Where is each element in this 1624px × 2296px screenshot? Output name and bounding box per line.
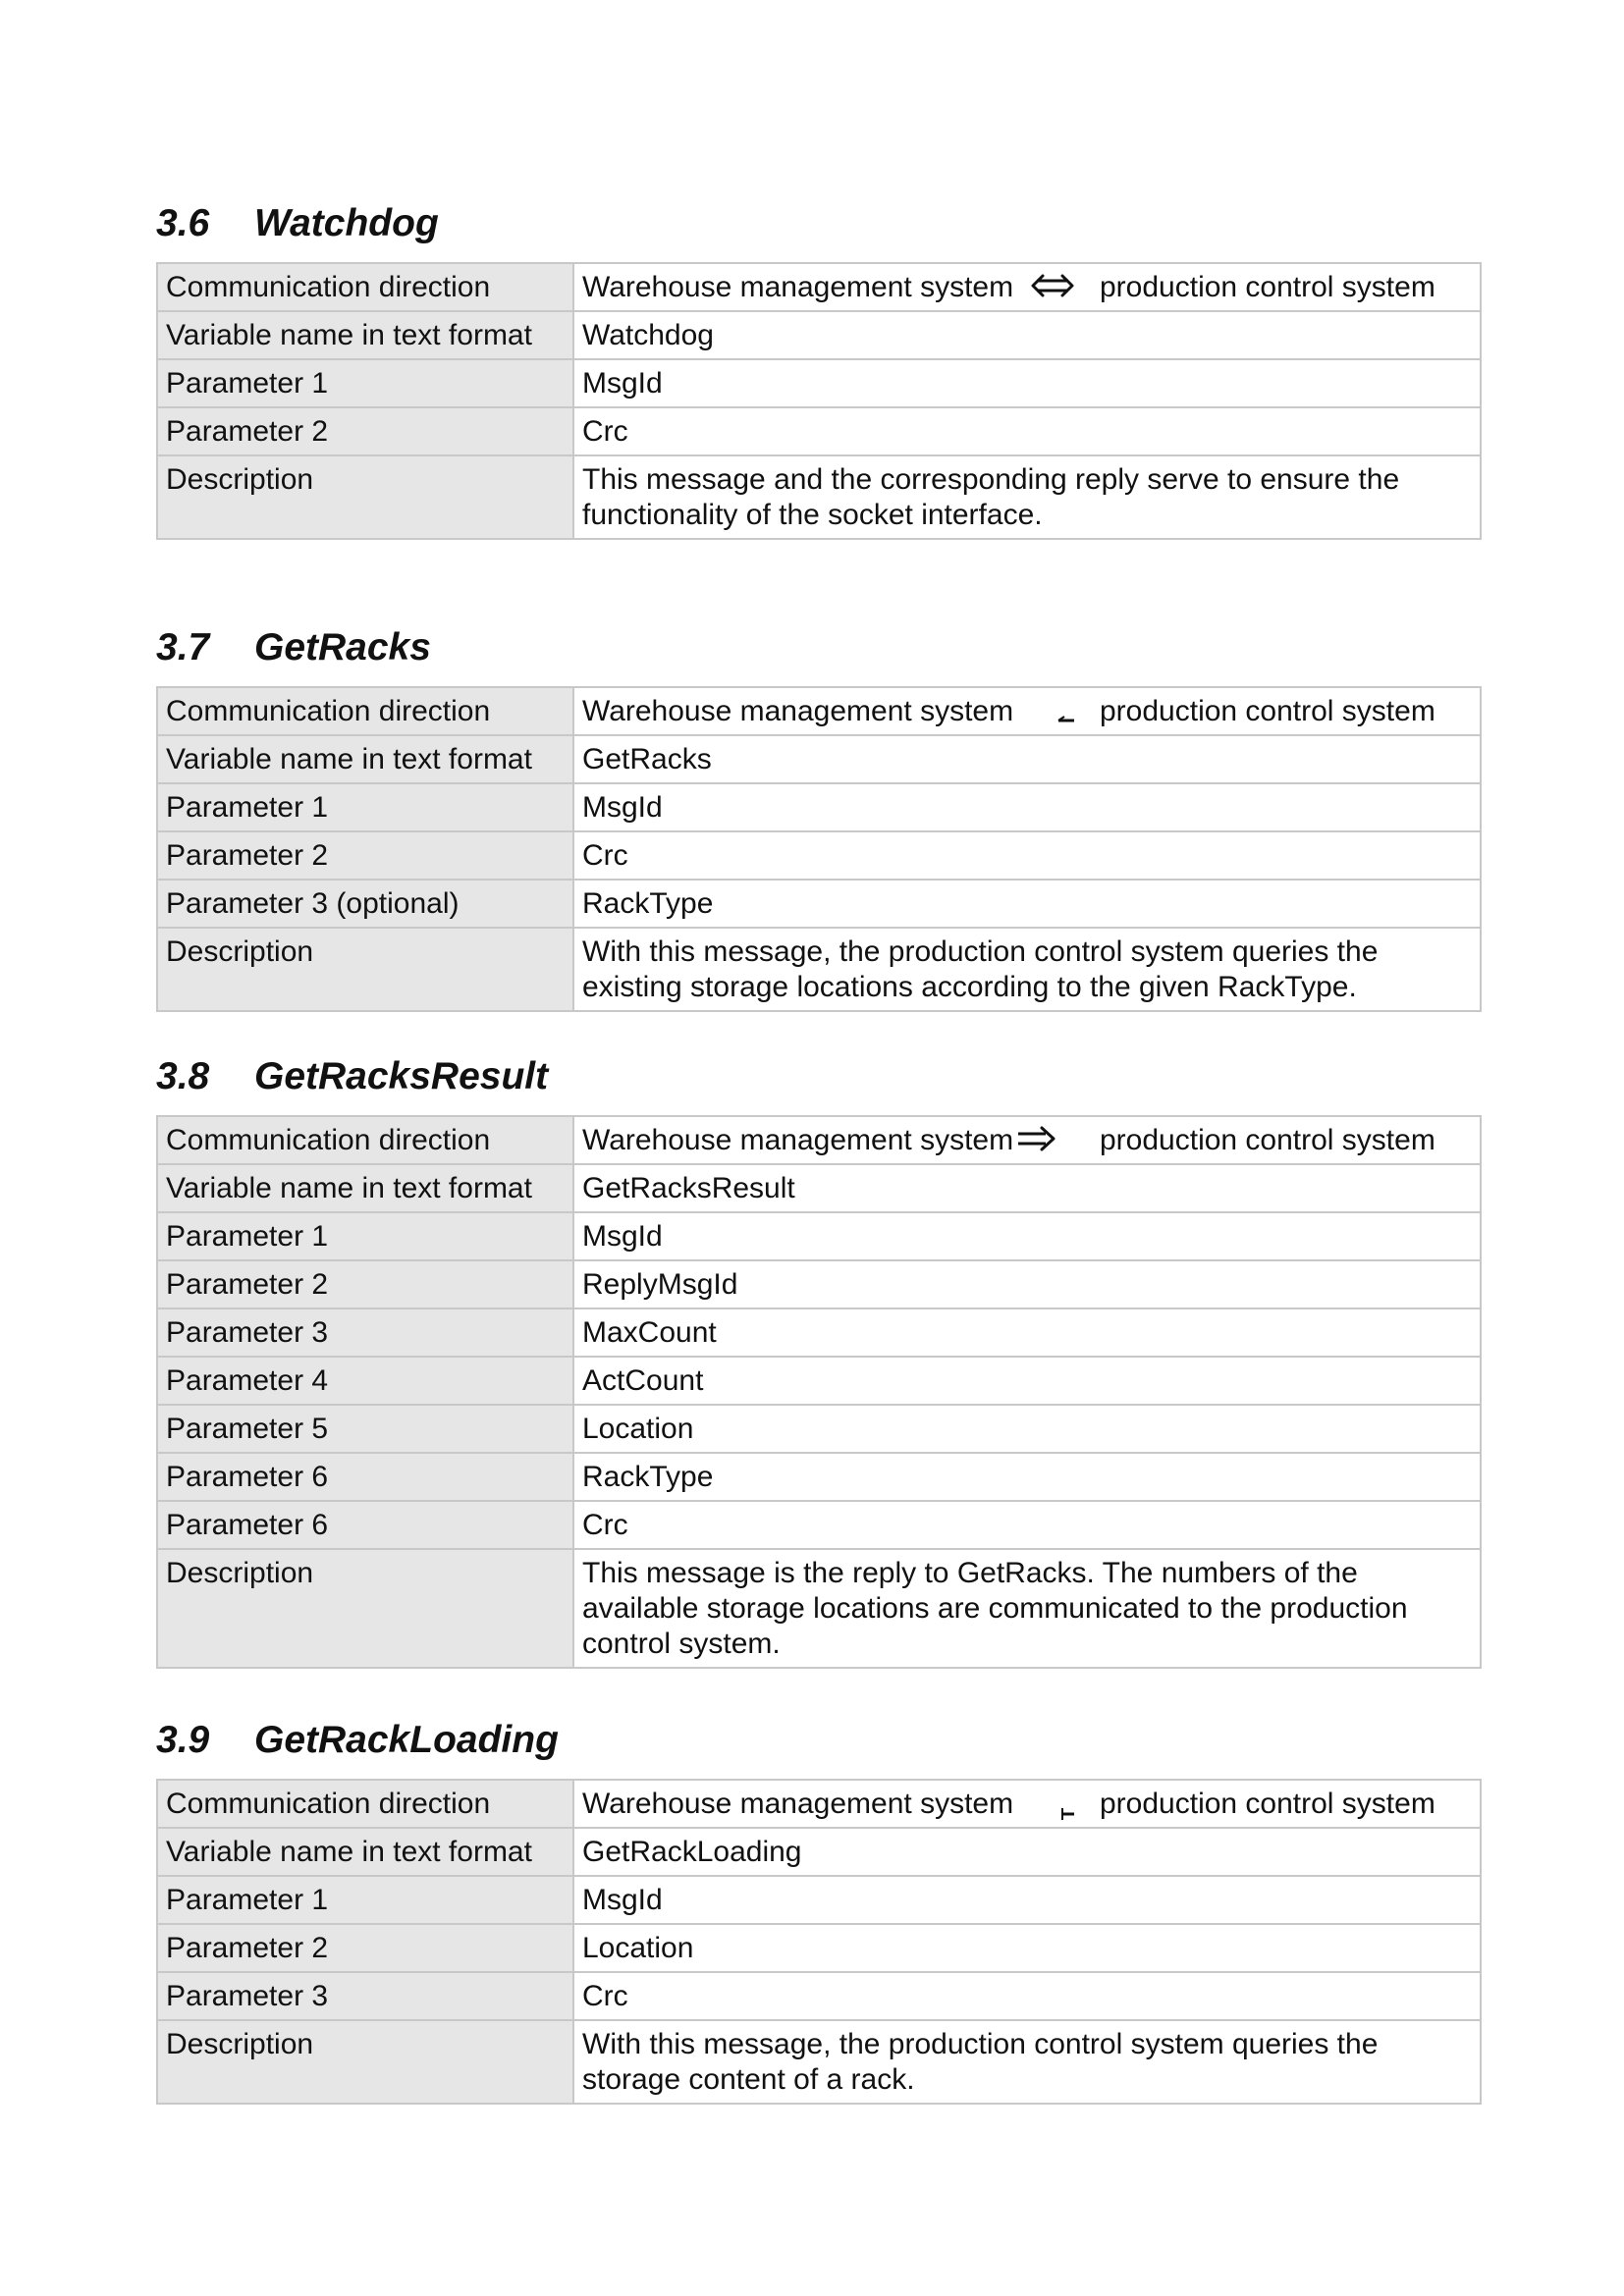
- table-row: [157, 1405, 1481, 1453]
- row-value: GetRacks: [573, 735, 1481, 783]
- row-value: MsgId: [573, 359, 1481, 407]
- row-label: Parameter 5: [157, 1405, 573, 1453]
- direction-from: Warehouse management system: [582, 1124, 1014, 1156]
- direction-from: Warehouse management system: [582, 695, 1014, 727]
- communication-direction: [573, 263, 1481, 311]
- row-label: Parameter 2: [157, 1260, 573, 1308]
- section-number: 3.9: [156, 1719, 210, 1761]
- row-value: This message is the reply to GetRacks. The numbers of the available storage locations are communicated to the production control system.: [573, 1549, 1481, 1668]
- section-heading: [156, 1716, 1480, 1765]
- row-label: Communication direction: [157, 263, 573, 311]
- row-value: ActCount: [573, 1357, 1481, 1405]
- row-label: Parameter 2: [157, 407, 573, 455]
- right-arrow-icon: [1014, 1119, 1057, 1158]
- table-row: [157, 1828, 1481, 1876]
- row-value: MsgId: [573, 1876, 1481, 1924]
- row-label: Parameter 2: [157, 1924, 573, 1972]
- row-value: GetRackLoading: [573, 1828, 1481, 1876]
- table-row: [157, 1549, 1481, 1668]
- section-getracks: [156, 623, 1480, 1012]
- table-row: [157, 1260, 1481, 1308]
- row-label: Description: [157, 455, 573, 539]
- table-row: [157, 687, 1481, 735]
- direction-to: production control system: [1100, 1124, 1435, 1156]
- row-label: Parameter 1: [157, 1212, 573, 1260]
- table-row: [157, 2020, 1481, 2104]
- table-row: [157, 1308, 1481, 1357]
- left-arrow-icon: [1031, 690, 1074, 729]
- row-label: Parameter 3: [157, 1972, 573, 2020]
- row-value: Crc: [573, 1972, 1481, 2020]
- table-row: [157, 1212, 1481, 1260]
- direction-from: Warehouse management system: [582, 1788, 1014, 1820]
- row-label: Communication direction: [157, 1116, 573, 1164]
- table-row: [157, 1357, 1481, 1405]
- section-title: GetRacks: [254, 626, 431, 668]
- table-row: [157, 263, 1481, 311]
- section-getracksresult: [156, 1052, 1480, 1669]
- communication-direction: [573, 1116, 1481, 1164]
- section-number: 3.6: [156, 202, 210, 244]
- spec-table: [156, 1115, 1482, 1669]
- row-label: Communication direction: [157, 687, 573, 735]
- table-row: [157, 880, 1481, 928]
- table-row: [157, 1924, 1481, 1972]
- direction-from: Warehouse management system: [582, 271, 1014, 303]
- section-heading: [156, 199, 1480, 248]
- direction-to: production control system: [1100, 271, 1435, 303]
- row-value: Crc: [573, 1501, 1481, 1549]
- spec-table: [156, 262, 1482, 540]
- section-number: 3.8: [156, 1055, 210, 1097]
- row-label: Description: [157, 2020, 573, 2104]
- row-label: Parameter 3 (optional): [157, 880, 573, 928]
- row-label: Parameter 6: [157, 1501, 573, 1549]
- row-value: Crc: [573, 407, 1481, 455]
- row-label: Variable name in text format: [157, 1164, 573, 1212]
- section-number: 3.7: [156, 626, 210, 668]
- row-label: Parameter 3: [157, 1308, 573, 1357]
- row-label: Parameter 6: [157, 1453, 573, 1501]
- row-label: Parameter 1: [157, 1876, 573, 1924]
- table-row: [157, 359, 1481, 407]
- row-value: RackType: [573, 1453, 1481, 1501]
- section-getrackloading: [156, 1716, 1480, 2105]
- row-value: ReplyMsgId: [573, 1260, 1481, 1308]
- row-value: With this message, the production control system queries the existing storage locations according to the given RackType.: [573, 928, 1481, 1011]
- row-label: Variable name in text format: [157, 1828, 573, 1876]
- direction-to: production control system: [1100, 695, 1435, 727]
- table-row: [157, 1116, 1481, 1164]
- table-row: [157, 1972, 1481, 2020]
- table-row: [157, 735, 1481, 783]
- row-value: RackType: [573, 880, 1481, 928]
- table-row: [157, 1164, 1481, 1212]
- table-row: [157, 1780, 1481, 1828]
- row-value: MaxCount: [573, 1308, 1481, 1357]
- direction-to: production control system: [1100, 1788, 1435, 1820]
- row-label: Description: [157, 928, 573, 1011]
- row-value: MsgId: [573, 1212, 1481, 1260]
- table-row: [157, 783, 1481, 831]
- communication-direction: [573, 687, 1481, 735]
- row-value: GetRacksResult: [573, 1164, 1481, 1212]
- row-value: MsgId: [573, 783, 1481, 831]
- row-label: Description: [157, 1549, 573, 1668]
- table-row: [157, 1453, 1481, 1501]
- table-row: [157, 928, 1481, 1011]
- section-heading: [156, 623, 1480, 672]
- row-value: Location: [573, 1405, 1481, 1453]
- table-row: [157, 407, 1481, 455]
- spec-table: [156, 1779, 1482, 2105]
- table-row: [157, 1876, 1481, 1924]
- row-label: Variable name in text format: [157, 735, 573, 783]
- communication-direction: [573, 1780, 1481, 1828]
- section-title: Watchdog: [254, 202, 439, 244]
- row-value: Location: [573, 1924, 1481, 1972]
- row-label: Communication direction: [157, 1780, 573, 1828]
- row-value: Watchdog: [573, 311, 1481, 359]
- row-value: With this message, the production control system queries the storage content of a rack.: [573, 2020, 1481, 2104]
- table-row: [157, 1501, 1481, 1549]
- section-title: GetRacksResult: [254, 1055, 549, 1097]
- row-label: Parameter 4: [157, 1357, 573, 1405]
- section-watchdog: [156, 199, 1480, 540]
- row-label: Parameter 1: [157, 359, 573, 407]
- row-value: This message and the corresponding reply serve to ensure the functionality of the socket interface.: [573, 455, 1481, 539]
- row-label: Variable name in text format: [157, 311, 573, 359]
- row-label: Parameter 1: [157, 783, 573, 831]
- left-arrow-icon: [1031, 1783, 1074, 1822]
- table-row: [157, 831, 1481, 880]
- section-heading: [156, 1052, 1480, 1101]
- row-label: Parameter 2: [157, 831, 573, 880]
- table-row: [157, 455, 1481, 539]
- bidirectional-arrow-icon: [1031, 266, 1074, 305]
- section-title: GetRackLoading: [254, 1719, 559, 1761]
- spec-table: [156, 686, 1482, 1012]
- row-value: Crc: [573, 831, 1481, 880]
- table-row: [157, 311, 1481, 359]
